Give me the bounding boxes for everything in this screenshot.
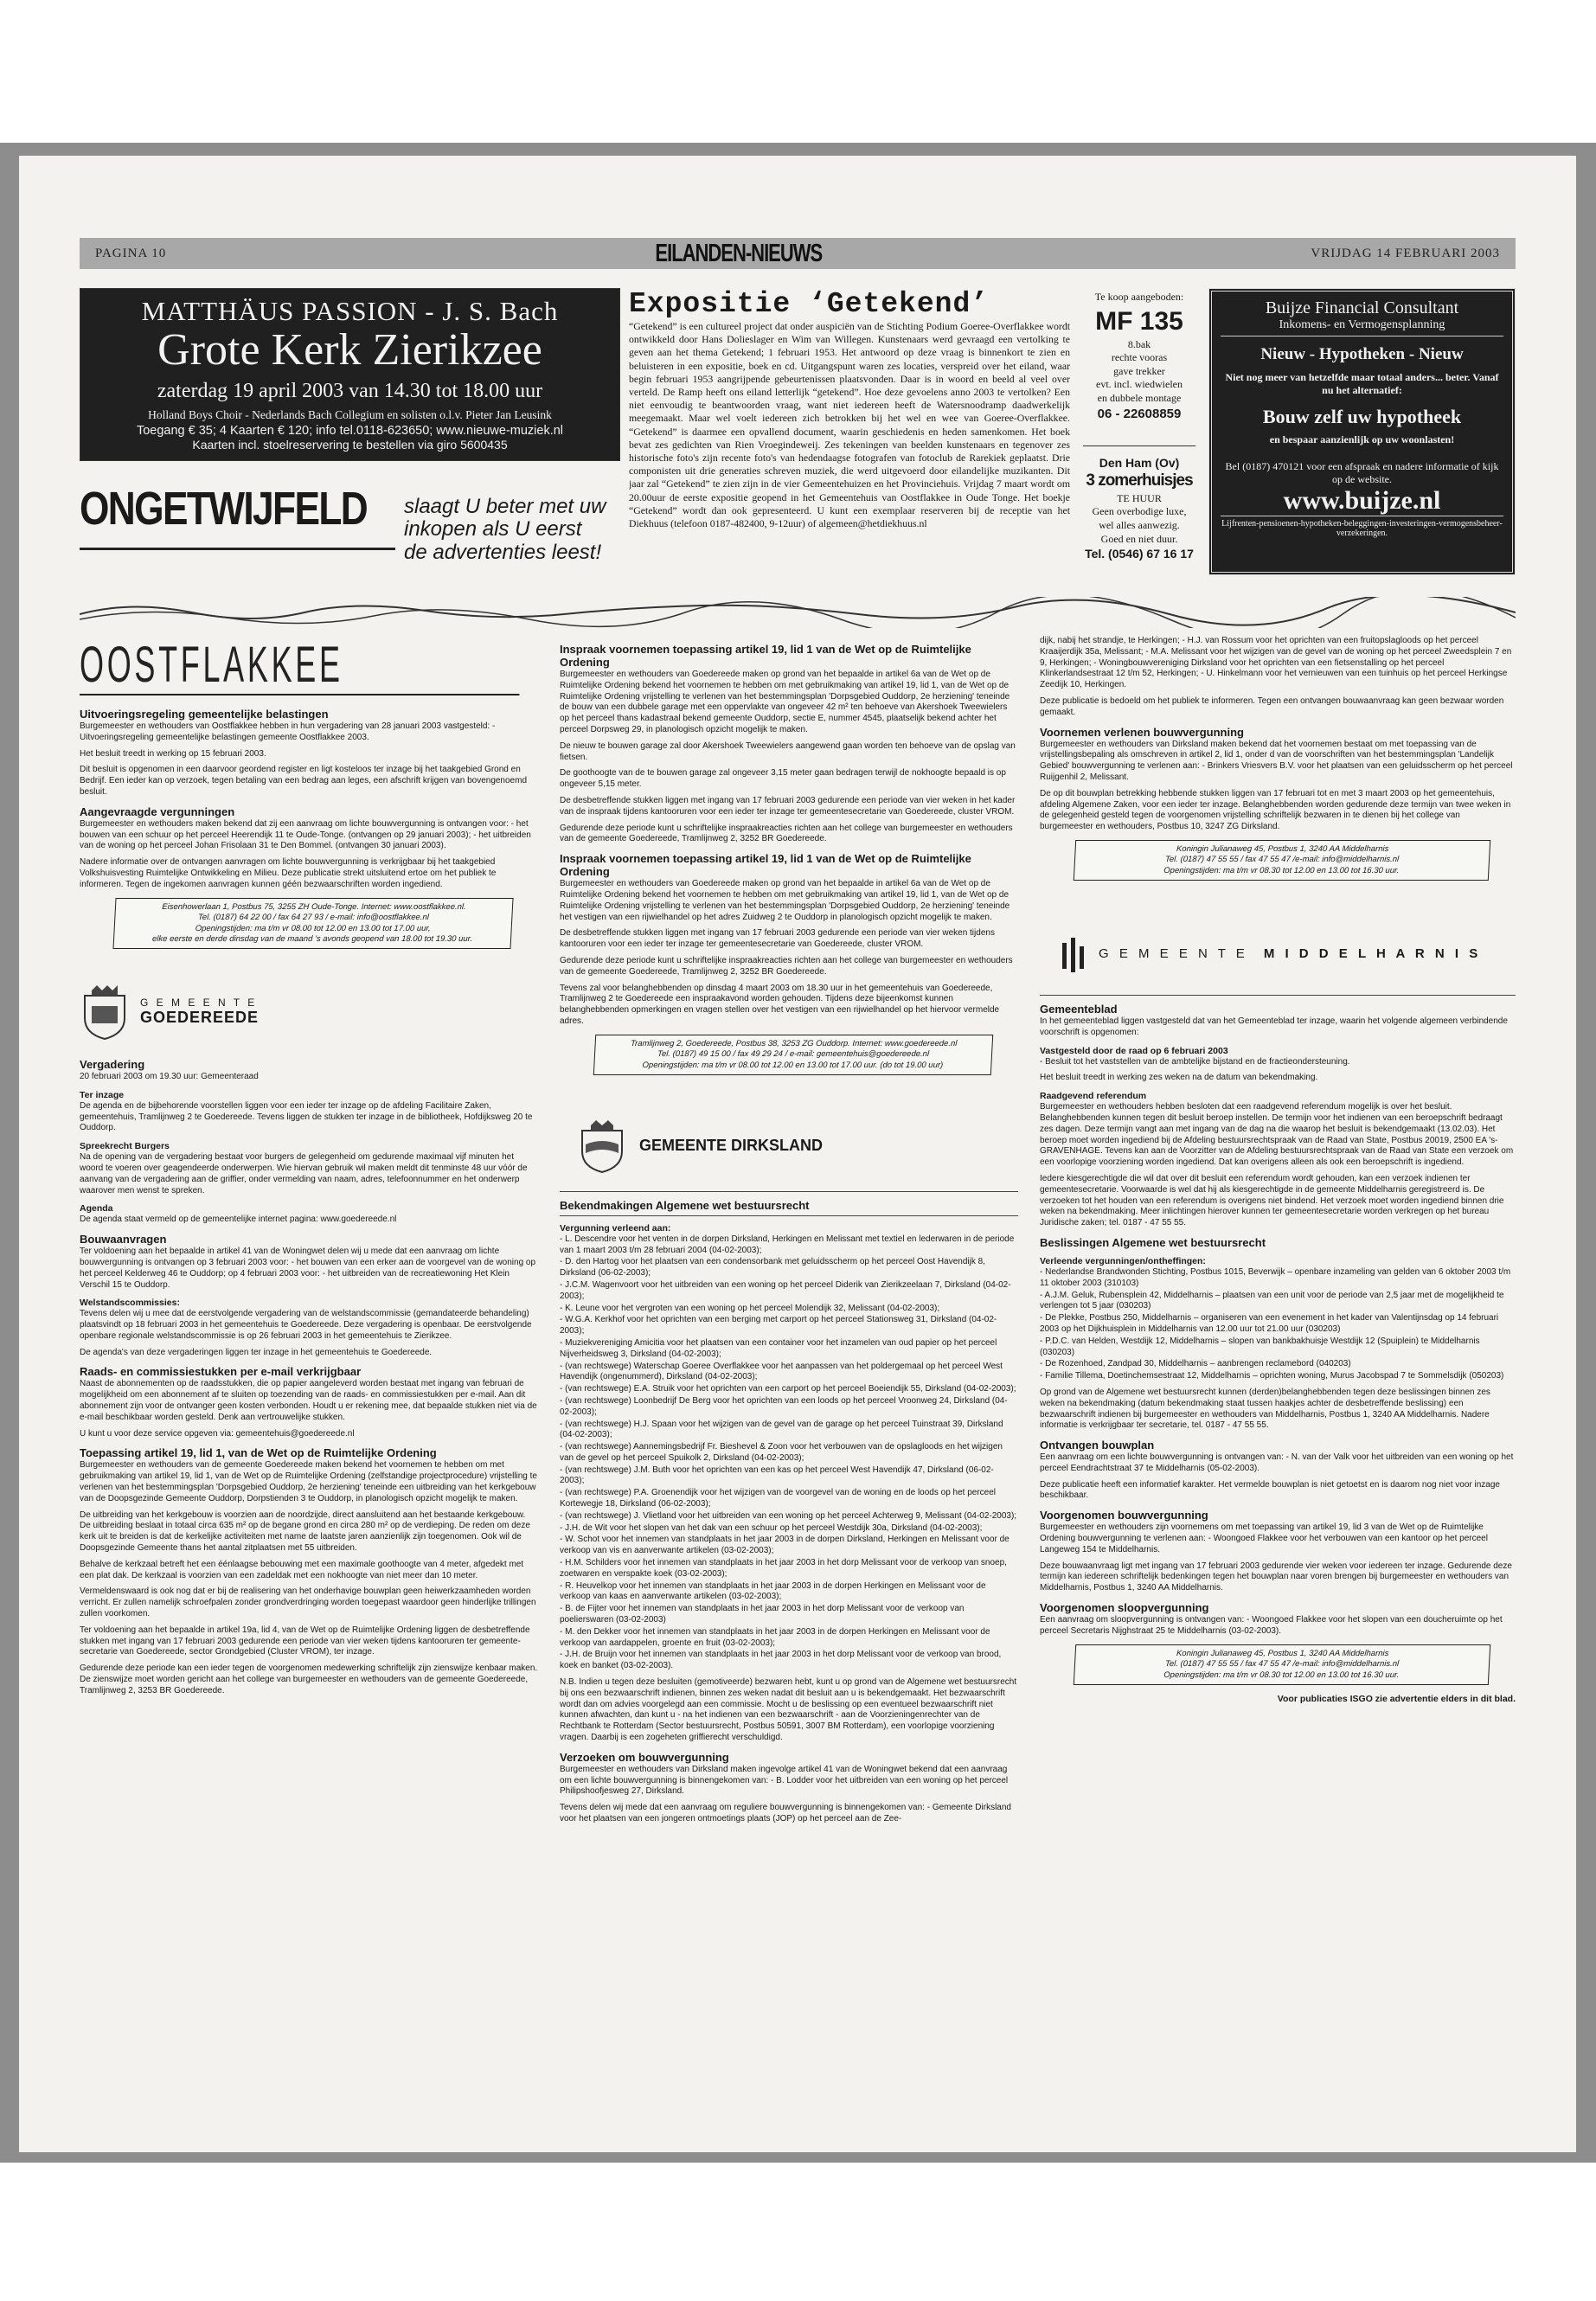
koop-phone: 06 - 22608859 — [1097, 406, 1182, 421]
koop-line2: 8.bak — [1127, 337, 1151, 350]
ongetwijfeld-line2: inkopen als U eerst — [404, 517, 582, 542]
ad-expositie — [629, 288, 1070, 574]
goedereede-text-12: Behalve de kerkzaal betreft het een éénlaagse bebouwing met een maximale goothoogte van 4 meter, afgedekt met een plat dak. De kerkzaal is voorzien van een zadeldak met een nokhoogte van niet meer dan 10 meter. — [80, 1559, 524, 1580]
goedereede-text-4: De agenda staat vermeld op de gemeentelijke internet pagina: www.goedereede.nl — [80, 1215, 397, 1225]
middelharnis-logo-line2: M I D D E L H A R N I S — [1263, 946, 1482, 962]
middelharnis-logo — [1057, 933, 1516, 976]
issue-date: VRIJDAG 14 FEBRUARI 2003 — [1311, 246, 1500, 260]
col3-text-9: Op grond van de Algemene wet bestuursrecht kunnen (derden)belanghebbenden tegen deze beslissingen binnen zes weken na bekendmaking (datum bekendmaking staat tussen haakjes achter de desbetreffende beslissing) een bezwaarschrift indienen bij burgemeester en wethouders van Middelharnis, Postbus 1, 3240 AA Middelharnis. Nadere informatie is verkrijgbaar ter secretarie, tel. 0187 - 47 55 55. — [1040, 1387, 1490, 1431]
ongetwijfeld-heading: ONGETWIJFELD — [80, 483, 368, 535]
wave-divider — [80, 597, 1516, 628]
dirksland-permit-item: - J.C.M. Wagenvoort voor het uitbreiden van een woning op het perceel Diderik van Zierikzeelaan 7, Dirksland (04-02-2003); — [560, 1279, 1011, 1301]
middelharnis-permit-list — [1040, 1267, 1516, 1382]
middelharnis-permit-item: - De Rozenhoed, Zandpad 30, Middelharnis – aanbrengen reclamebord (040203) — [1040, 1359, 1351, 1369]
middelharnis-address-box — [1074, 1644, 1490, 1685]
dirksland-heading-2: Vergunning verleend aan: — [560, 1222, 671, 1234]
col3-text-7: Burgemeester en wethouders hebben besloten dat een raadgevend referendum mogelijk is over het besluit. Belanghebbenden kunnen tegen dit besluit beroep instellen. De termijn voor het indienen van een beroepschrift bedraagt zes dagen. Deze termijn vangt aan met ingang van de dag na die waarop het besluit is bekendgemaakt (13.02.03). Het beroep moet worden ingediend bij de Afdeling bestuursrechtspraak van de Raad van State, Postbus 20019, 2500 EA 's-GRAVENHAGE. Tevens kan aan de Voorzitter van de Afdeling bestuursrechtspraak van de Raad van State een verzoek om een voorlopige voorziening worden ingediend. Dat kan overigens alleen als ook een beroepschrift is ingediend. — [1040, 1102, 1514, 1168]
middelharnis-permit-item: - P.D.C. van Helden, Westdijk 12, Middelharnis – slopen van bankbakhuisje Westdijk 12 (Spuiplein) te Middelharnis (030203) — [1040, 1336, 1480, 1357]
goedereede-heading-7: Raads- en commissiestukken per e-mail verkrijgbaar — [80, 1365, 362, 1379]
oostflakkee-address-3: Openingstijden: ma t/m vr 08.00 tot 12.00 en 13.00 tot 17.00 uur, — [195, 923, 431, 933]
col3-heading-3: Vastgesteld door de raad op 6 februari 2003 — [1040, 1045, 1228, 1056]
col3-heading-6: Verleende vergunningen/ontheffingen: — [1040, 1255, 1206, 1266]
oostflakkee-text-4: Burgemeester en wethouders maken bekend dat zij een aanvraag om lichte bouwvergunning is ontvangen voor: - het bouwen van een schuur op het perceel Heerendijk 11 te Oude-Tonge. (ontvangen op 29 januari 2003); - het uitbreiden van de woning op het perceel Johan Frisolaan 31 te Den Bommel. (ontvangen 30 januari 2003). — [80, 818, 531, 851]
buijze-line9: Lijfrenten-pensioenen-hypotheken-beleggingen-investeringen-vermogensbeheer-verzekeringen. — [1221, 516, 1503, 538]
goedereede-logo-line1: G E M E E N T E — [140, 997, 258, 1009]
expositie-body: “Getekend” is een cultureel project dat onder auspiciën van de Stichting Podium Goeree-Overflakkee wordt ontwikkeld door Hans Dolieslager en Wim van Willegen. Kunstenaars werd gevraagd een vertolking te geven aan het thema Getekend; 1 februari 1953. Het antwoord op deze vraag is binnenkort te zien en beluisteren in een expositie, boek en cd. Uitgangspunt waren zes locaties, verspreid over het eiland, waar begin februari 1953 aangrijpende gebeurtenissen plaatsvonden. Daar is in woord en beeld al veel over verteld. De Ramp heeft ons eiland letterlijk “getekend”. Hoe deze gevoelens anno 2003 te vertolken? Een niet eenvoudig te beantwoorden vraag, want niet iedereen heeft de Watersnoodramp daadwerkelijk meegemaakt. Maar wel voelt iedereen zich betrokken bij het wel en wee van Goeree-Overflakkee. “Getekend” is daarmee een opvallend document, waarin geschiedenis en heden samenkomen. Het boek bevat zes gedichten van Rien Vroegindeweij. Zes tekeningen van beelden kunstenaars en tegenover zes historische foto's zijn recente foto's van hedendaagse fotografen van fotoclub de Rarekiek geplaatst. Drie componisten uit drie generaties schreven muziek, die werd uitgevoerd door eilandelijke muzikanten. Dit jaar zal “Getekend” te zien zijn in de vier Gemeentehuizen en het Provinciehuis. Vrijdag 7 maart wordt om 20.00uur de eerste expositie geopend in het Gemeentehuis van Oostflakkee in Oude Tonge. Het boekje “Getekend” wordt dan ook gepresenteerd. U kunt een exemplaar reserveren bij de receptie van het Diekhuus (telefoon 0187-482400, 9-12uur) of algemeen@hetdiekhuus.nl — [629, 320, 1070, 530]
goedereede-text-13: Vermeldenswaard is ook nog dat er bij de realisering van het onderhavige bouwplan geen heiwerkzaamheden worden verricht. Er zullen namelijk schroefpalen zonder grondverdringing worden toegepast waardoor geen hinderlijke trillingen zullen voorkomen. — [80, 1586, 536, 1619]
dirksland-permit-item: - (van rechtswege) H.J. Spaan voor het wijzigen van de gevel van de garage op het perceel Tuinstraat 39, Dirksland (04-02-2003); — [560, 1419, 1003, 1440]
middelharnis-permit-item: - A.J.M. Geluk, Rubensplein 42, Middelharnis – plaatsen van een unit voor de periode van 2,5 jaar met de mogelijkheid te verlengen tot 5 jaar (030203) — [1040, 1290, 1504, 1311]
oostflakkee-text-3: Dit besluit is opgenomen in een daarvoor geordend register en ligt kosteloos ter inzage bij het taakgebied Grond en Bedrijf. Een ieder kan op verzoek, tegen betaling van een bedrag aan leges, een afschrift krijgen van bovengenoemd besluit. — [80, 765, 528, 797]
oostflakkee-address-box — [112, 898, 513, 949]
buijze-line7: Bel (0187) 470121 voor een afspraak en nadere informatie of kijk op de website. — [1225, 460, 1499, 485]
ad-matthaus-line6: Kaarten incl. stoelreservering te bestellen via giro 5600435 — [192, 437, 508, 452]
denham-line4: wel alles aanwezig. — [1099, 519, 1180, 532]
dirksland-permit-item: - Muziekvereniging Amicitia voor het plaatsen van een container voor het inzamelen van oud papier op het perceel Nijverheidsweg 3, Dirksland (04-02-2003); — [560, 1337, 997, 1359]
goedereede-text-15: Gedurende deze periode kan een ieder tegen de voorgenomen medewerking schriftelijk zijn zienswijze kenbaar maken. De zienswijze moet worden gericht aan het college van burgemeester en wethouders van de gemeente Goedereede, Tramlijnweg 2, 3253 BR Goedereede. — [80, 1663, 538, 1695]
col3-text-14: Een aanvraag om sloopvergunning is ontvangen van: - Woongoed Flakkee voor het slopen van een doucheruimte op het perceel Secretaris Nijghstraat 25 te Middelharnis (03-02-2003). — [1040, 1615, 1503, 1636]
oostflakkee-address-1: Eisenhowerlaan 1, Postbus 75, 3255 ZH Oude-Tonge. Internet: www.oostflakkee.nl. — [162, 901, 466, 912]
goedereede-heading-2: Ter inzage — [80, 1089, 125, 1100]
dirksland-permit-item: - J.H. de Wit voor het slopen van het dak van een schuur op het perceel Westdijk 30a, Dirksland (04-02-2003); — [560, 1522, 983, 1533]
dirksland-heading-1: Bekendmakingen Algemene wet bestuursrecht — [560, 1198, 810, 1212]
col2-text-7: De desbetreffende stukken liggen met ingang van 17 februari 2003 gedurende een periode van vier weken tijdens kantooruren voor een ieder ter inzage ter gemeentesecretarie van Goedereede, cluster VROM. — [560, 928, 995, 950]
buijze-line1: Buijze Financial Consultant — [1265, 298, 1459, 317]
dirksland-heading-3: Verzoeken om bouwvergunning — [560, 1750, 729, 1764]
dirksland-title: GEMEENTE DIRKSLAND — [639, 1137, 824, 1155]
dirksland-permit-item: - (van rechtswege) J. Vlietland voor het uitbreiden van een woning op het perceel Achterweg 9, Melissant (04-02-2003); — [560, 1510, 1017, 1521]
column-dirksland-middelharnis — [1040, 636, 1516, 2132]
isgo-footer-note: Voor publicaties ISGO zie advertentie elders in dit blad. — [1277, 1693, 1516, 1704]
goedereede-heading-5: Bouwaanvragen — [80, 1233, 167, 1247]
dirksland-permit-item: - B. de Fijter voor het innemen van standplaats in het jaar 2003 in het dorp Melissant voor de verkoop van poelierswaren (03-02-2003) — [560, 1604, 965, 1625]
goedereede-heading-8: Toepassing artikel 19, lid 1, van de Wet op de Ruimtelijke Ordening — [80, 1446, 437, 1460]
koop-line3: rechte vooras — [1111, 351, 1168, 364]
goedereede-heading-1: Vergadering — [80, 1057, 145, 1071]
buijze-line5: Bouw zelf uw hypotheek — [1262, 406, 1462, 427]
oostflakkee-logo: OOSTFLAKKEE — [80, 636, 519, 695]
dirksland-permit-item: - J.H. de Bruijn voor het innemen van standplaats in het jaar 2003 in het dorp Melissant voor de verkoop van brood, koek en banket (03-02-2003). — [560, 1650, 1002, 1671]
middelharnis-emblem-icon — [1057, 933, 1092, 976]
newspaper-sheet — [19, 156, 1576, 2152]
oostflakkee-heading-2: Aangevraagde vergunningen — [80, 804, 235, 818]
goedereede-text-2: De agenda en de bijbehorende voorstellen liggen voor een ieder ter inzage op de afdeling Facilitaire Zaken, gemeentehuis, Tramlijnweg 2 te Goedereede. Tevens liggen de stukken ter inzage in de bibliotheek, Hofdijksweg 20 te Ouddorp. — [80, 1100, 533, 1133]
middelharnis-address-2: Tel. (0187) 47 55 55 / fax 47 55 47 /e-mail: info@middelharnis.nl — [1164, 1659, 1400, 1669]
ad-matthaus-line4: Holland Boys Choir - Nederlands Bach Collegium en solisten o.l.v. Pieter Jan Leusink — [148, 407, 552, 421]
goedereede-text-9: U kunt u voor deze service opgeven via: gemeentehuis@goedereede.nl — [80, 1428, 355, 1439]
col3-text-12: Burgemeester en wethouders zijn voornemens om met toepassing van artikel 19, lid 3 van de Wet op de Ruimtelijke Ordening bouwvergunning te verlenen aan: - Woongoed Flakkee voor het verbouwen van een kantoor op het perceel Langeweg 154 te Middelharnis. — [1040, 1522, 1488, 1554]
oostflakkee-text-5: Nadere informatie over de ontvangen aanvragen om lichte bouwvergunning is verkrijgbaar bij het taakgebied Volkshuisvesting Ruimtelijke Ontwikkeling en Milieu. Deze publicatie strekt uitsluitend ertoe om het publiek te informeren. Tegen de ingekomen aanvragen kunnen géén bezwaarschriften worden ingediend. — [80, 857, 497, 889]
koop-line1: Te koop aangeboden: — [1094, 291, 1184, 303]
goedereede-text-3: Na de opening van de vergadering bestaat voor burgers de gelegenheid om gedurende maximaal vijf minuten het woord te voeren over geagendeerde onderwerpen. Wie hiervan gebruik wil maken meldt dit tenminste 48 uur vóór de aanvang van de vergadering aan de griffier, onder vermelding van naam, adres, telefoonnummer en het onderwerp waarover men wenst te spreken. — [80, 1152, 528, 1195]
col3-heading-1: Voornemen verlenen bouwvergunning — [1040, 725, 1244, 739]
middelharnis-permit-item: - Familie Tillema, Doetinchemsestraat 12, Middelharnis – oprichten woning, Murus Jacobspad 7 te Sommelsdijk (050203) — [1040, 1371, 1504, 1381]
col2-text-2: De nieuw te bouwen garage zal door Akershoek Tweewielers aangewend gaan worden ten behoeve van de opslag van fietsen. — [560, 740, 1016, 762]
dirksland-permit-item: - (van rechtswege) Aannemingsbedrijf Fr. Bieshevel & Zoon voor het verbouwen van de opslagloods en het wijzigen van de gevel op het perceel Spuikolk 2, Dirksland (04-02-2003); — [560, 1442, 1003, 1463]
dirksland-permit-item: - W.G.A. Kerkhof voor het oprichten van een berging met carport op het perceel Stationsweg 31, Dirksland (04-02-2003); — [560, 1315, 997, 1336]
koop-line4: gave trekker — [1113, 364, 1165, 377]
goedereede-text-5: Ter voldoening aan het bepaalde in artikel 41 van de Woningwet delen wij u mede dat een aanvraag om lichte bouwvergunning is ontvangen op 3 februari 2003 voor: - het bouwen van een erker aan de voorgevel van de woning op het perceel Kelderweg 46 te Ouddorp; op 4 februari 2003 voor: - het uitbreiden van de recreatiewoning Het Klein Verschil 15 te Ouddorp. — [80, 1247, 536, 1290]
col2-text-3: De goothoogte van de te bouwen garage zal ongeveer 3,15 meter gaan bedragen terwijl de nokhoogte bepaald is op ongeveer 5,15 meter. — [560, 768, 1006, 790]
middelharnis-logo-line1: G E M E E N T E — [1099, 946, 1248, 962]
col2-heading-2: Inspraak voornemen toepassing artikel 19, lid 1 van de Wet op de Ruimtelijke Ordening — [560, 852, 971, 879]
col3-text-11: Deze publicatie heeft een informatief karakter. Het vermelde bouwplan is niet getoetst en is daarom nog niet voor inzage beschikbaar. — [1040, 1479, 1500, 1501]
goedereede-text-10: Burgemeester en wethouders van de gemeente Goedereede maken bekend het voornemen te hebben om met gebruikmaking van artikel 19, lid 1, van de Wet op de Ruimtelijke Ordening (zelfstandige projectprocedure) vrijstelling te verlenen van het bestemmingsplan 'Dorpsgebied Ouddorp, 2e herziening' teneinde een uitbreiding van het kerkgebouw van de Doopsgezinde Gemeente Ouddorp, Dorpstienden 3 te Ouddorp, in planologisch opzicht mogelijk te maken. — [80, 1460, 537, 1503]
col3-text-10: Een aanvraag om een lichte bouwvergunning is ontvangen van: - N. van der Valk voor het uitbreiden van een woning op het perceel Eendrachtstraat 37 te Middelharnis (05-02-2003). — [1040, 1452, 1514, 1473]
buijze-website: www.buijze.nl — [1283, 486, 1441, 515]
middelharnis-permit-item: - Nederlandse Brandwonden Stichting, Postbus 1015, Beverwijk – openbare inzameling van gelden van 6 oktober 2003 t/m 11 oktober 2003 (310103) — [1040, 1266, 1511, 1288]
middelharnis-address-3: Openingstijden: ma t/m vr 08.30 tot 12.00 en 13.00 tot 16.30 uur. — [1163, 1670, 1400, 1680]
dirksland-permit-item: - (van rechtswege) Waterschap Goeree Overflakkee voor het aanpassen van het poldergemaal op het perceel West Havendijk (ongenummerd), Dirksland (04-02-2003); — [560, 1361, 1003, 1382]
ad-matthaus-line5: Toegang € 35; 4 Kaarten € 120; info tel.0118-623650; www.nieuwe-muziek.nl — [136, 423, 564, 438]
dirksland-address-1: Koningin Julianaweg 45, Postbus 1, 3240 AA Middelharnis — [1176, 843, 1389, 854]
col3-text-2: Burgemeester en wethouders van Dirksland maken bekend dat het voornemen bestaat om met toepassing van de vrijstellingsbepaling als omschreven in artikel 2, lid 1, onder d van de voorschriften van het bestemmingsplan 'Landelijk Gebied' bouwvergunning te verlenen aan: - Brinkers Vriesvers B.V. voor het plaatsen van een geluidsscherm op het perceel Ruijgenhil 2, Melissant. — [1040, 739, 1513, 782]
buijze-line6: en bespaar aanzienlijk op uw woonlasten! — [1269, 433, 1455, 445]
buijze-line4: Niet nog meer van hetzelfde maar totaal anders... beter. Vanaf nu het alternatief: — [1225, 371, 1499, 396]
col2-text-4: De desbetreffende stukken liggen met ingang van 17 februari 2003 gedurende een periode van vier weken in het kader van de inspraak tijdens kantooruren voor een ieder ter inzage ter gemeentesecretarie van Goedereede, cluster VROM. — [560, 795, 1016, 817]
denham-heading: 3 zomerhuisjes — [1086, 471, 1193, 490]
goedereede-heading-6: Welstandscommissies: — [80, 1298, 180, 1309]
col3-text-6: Het besluit treedt in werking zes weken na de datum van bekendmaking. — [1040, 1073, 1318, 1083]
dirksland-permit-item: - (van rechtswege) P.A. Groenendijk voor het wijzigen van de voorgevel van de woning en de loods op het perceel Kortewegje 18, Dirksland (06-02-2003); — [560, 1488, 997, 1509]
dirksland-permit-item: - R. Heuvelkop voor het innemen van standplaats in het jaar 2003 in de dorpen Herkingen en Melissant voor de verkoop van kaas en aanverwante artikelen (03-02-2003); — [560, 1580, 986, 1602]
ongetwijfeld-line3: de advertenties leest! — [404, 540, 602, 564]
col2-text-8: Gedurende deze periode kunt u schriftelijke inspraakreacties richten aan het college van burgemeester en wethouders van de gemeente Goedereede, Tramlijnweg 2, 3252 BR Goedereede. — [560, 955, 1013, 977]
column-oostflakkee-goedereede — [80, 636, 538, 2132]
dirksland-permit-item: - D. den Hartog voor het plaatsen van een condensorbank met geluidsscherm op het perceel Oost Havendijk 8, Dirksland (06-02-2003); — [560, 1257, 985, 1279]
dirksland-address-box — [1074, 840, 1490, 881]
dirksland-permit-item: - K. Leune voor het vergroten van een woning op het perceel Molendijk 32, Melissant (04-02-2003); — [560, 1303, 940, 1313]
dirksland-permit-item: - (van rechtswege) E.A. Struik voor het oprichten van een carport op het perceel Boeiendijk 55, Dirksland (04-02-2003); — [560, 1384, 1016, 1394]
dirksland-text-1: N.B. Indien u tegen deze besluiten (gemotiveerde) bezwaren hebt, kunt u op grond van de Algemene wet bestuursrecht bij ons een bezwaarschrift indienen, binnen zes weken nadat dit besluit aan u is bekendgemaakt. Het bezwaarschrift wordt dan om advies voorgelegd aan een commissie. Mocht u de beslissing op een eventueel bezwaarschrift niet kunnen afwachten, dan kunt u - na het indienen van een bezwaarschrift - aan de Voorzieningenrechter van de Rechtbank te Rotterdam (Sector bestuursrecht, Postbus 50591, 3007 BM Rotterdam), een voorlopige voorziening vragen. Daarbij is een zogeheten griffierecht verschuldigd. — [560, 1677, 1017, 1743]
col3-heading-8: Voorgenomen bouwvergunning — [1040, 1509, 1208, 1522]
ad-te-koop — [1079, 288, 1200, 442]
dirksland-permit-item: - W. Schot voor het innemen van standplaats in het jaar 2003 in de dorpen Dirksland, Herkingen en Melissant voor de verkoop van vis en aanverwante artikelen (03-02-2003); — [560, 1535, 1010, 1556]
middelharnis-address-1: Koningin Julianaweg 45, Postbus 1, 3240 AA Middelharnis — [1176, 1648, 1389, 1658]
col2-text-6: Burgemeester en wethouders van Goedereede maken op grond van het bepaalde in artikel 6a van de Wet op de Ruimtelijke Ordening bekend het voornemen te hebben om met gebruikmaking van artikel 19, lid 1, van de Wet op de Ruimtelijke Ordening vrijstelling te verlenen van het bestemmingsplan 'Dorpsgebied Ouddorp, 2e herziening' teneinde het vestigen van een rijwielhandel op het adres Zuidweg 2 te Ouddorp in planologisch opzicht mogelijk te maken. — [560, 879, 1010, 922]
col3-text-5: - Besluit tot het vaststellen van de ambtelijke bijstand en de fractieondersteuning. — [1040, 1056, 1350, 1067]
dirksland-crest-icon — [577, 1118, 627, 1174]
col2-text-1: Burgemeester en wethouders van Goedereede maken op grond van het bepaalde in artikel 6a van de Wet op de Ruimtelijke Ordening bekend het voornemen te hebben om met gebruikmaking van artikel 19, lid 1, van de Wet op de Ruimtelijke Ordening vrijstelling te verlenen van het bestemmingsplan 'Dorpsgebied Ouddorp, 2e herziening' teneinde de bouw van een dubbele garage met een oppervlakte van ongeveer 42 m² ten behoeve van Akershoek Tweewielers op het perceel thans kadastraal bekend gemeente Ouddorp, sectie E, nummer 4545, plaatselijk bekend achter het perceel Dorpsweg 29, in planologisch opzicht mogelijk te maken. — [560, 670, 1010, 734]
goedereede-address-1: Tramlijnweg 2, Goedereede, Postbus 38, 3253 ZG Ouddorp. Internet: www.goedereede.nl — [630, 1038, 958, 1048]
ad-ongetwijfeld — [80, 478, 620, 578]
dirksland-permit-list — [560, 1234, 1018, 1672]
denham-phone: Tel. (0546) 67 16 17 — [1085, 547, 1194, 561]
col2-text-9: Tevens zal voor belanghebbenden op dinsdag 4 maart 2003 om 18.30 uur in het gemeentehuis van Goedereede, Tramlijnweg 2 te Goedereede een inspraakavond worden gehouden. Tijdens deze bijeenkomst kunnen belanghebbenden opmerkingen en vragen stellen over het vestigen van een rijwielhandel op het hiervoor vermelde adres. — [560, 983, 1000, 1026]
goedereede-text-1: 20 februari 2003 om 19.30 uur: Gemeenteraad — [80, 1071, 259, 1081]
goedereede-text-8: Naast de abonnementen op de raadsstukken, die op papier aangeleverd worden bestaat met ingang van februari de mogelijkheid om een abonnement af te sluiten op toezending van de raads- en commissiestukken per e-mail. Aan dit abonnement zijn voor de ontvanger geen kosten verbonden. Houdt u er rekening mee, dat bepaalde stukken niet via de e-mail beschikbaar worden gesteld. Denk aan vertrouwelijke stukken. — [80, 1379, 537, 1422]
goedereede-text-7: De agenda's van deze vergaderingen liggen ter inzage in het gemeentehuis te Goedereede. — [80, 1347, 433, 1357]
dirksland-permit-item: - L. Descendre voor het venten in de dorpen Dirksland, Herkingen en Melissant met textiel en lederwaren in de periode van 1 maart 2003 t/m 28 februari 2004 (04-02-2003); — [560, 1234, 1015, 1255]
ad-matthaus-passion — [80, 288, 620, 461]
dirksland-permit-item: - H.M. Schilders voor het innemen van standplaats in het jaar 2003 in het dorp Melissant voor de verkoop van snoep, zoetwaren en verspakte koek (03-02-2003); — [560, 1558, 1007, 1579]
oostflakkee-text-1: Burgemeester en wethouders van Oostflakkee hebben in hun vergadering van 28 januari 2003 vastgesteld: - Uitvoeringsregeling gemeentelijke belastingen gemeente Oostflakkee 2003. — [80, 721, 496, 742]
ad-matthaus-line3: zaterdag 19 april 2003 van 14.30 tot 18.00 uur — [157, 379, 543, 402]
oostflakkee-heading-1: Uitvoeringsregeling gemeentelijke belastingen — [80, 708, 329, 721]
middelharnis-permit-item: - De Plekke, Postbus 250, Middelharnis – organiseren van een evenement in het kader van Valentijnsdag op 14 februari 2003 op het Dijkhuisplein in Middelharnis van 12.00 uur tot 21.00 uur (030203) — [1040, 1313, 1499, 1334]
denham-line1: Den Ham (Ov) — [1099, 456, 1180, 470]
col2-text-5: Gedurende deze periode kunt u schriftelijke inspraakreacties richten aan het college van burgemeester en wethouders van de gemeente Goedereede, Tramlijnweg 2, 3252 BR Goedereede. — [560, 823, 1013, 844]
col2-heading-1: Inspraak voornemen toepassing artikel 19, lid 1 van de Wet op de Ruimtelijke Ordening — [560, 643, 971, 669]
koop-line6: en dubbele montage — [1097, 391, 1182, 404]
dirksland-address-3: Openingstijden: ma t/m vr 08.30 tot 12.00 en 13.00 tot 16.30 uur. — [1163, 865, 1400, 875]
col3-text-1: Deze publicatie is bedoeld om het publiek te informeren. Tegen een ontvangen bouwaanvraag kan geen bezwaar worden gemaakt. — [1040, 695, 1504, 717]
newspaper-page — [80, 238, 1516, 2132]
dirksland-permit-item: - (van rechtswege) J.M. Buth voor het oprichten van een kas op het perceel West Havendijk 47, Dirksland (06-02-2003); — [560, 1465, 994, 1486]
goedereede-text-6: Tevens delen wij u mee dat de eerstvolgende vergadering van de welstandscommissie (gemandateerde behandeling) plaatsvindt op 18 februari 2003 in het gemeentehuis te Goedereede. Deze vergadering is openbaar. De eerstvolgende openbare regionale welstandscommissie is op 26 februari 2003 in het gemeentehuis te Zierikzee. — [80, 1309, 532, 1341]
goedereede-text-14: Ter voldoening aan het bepaalde in artikel 19a, lid 4, van de Wet op de Ruimtelijke Ordening liggen de desbetreffende stukken met ingang van 17 februari 2003 gedurende een periode van vier weken tijdens kantooruren ter gemeente-secretarie van Goedereede, sector Grondgebied (Cluster VROM), ter inzage. — [80, 1625, 530, 1657]
masthead — [80, 238, 1516, 269]
col3-text-3: De op dit bouwplan betrekking hebbende stukken liggen van 17 februari tot en met 3 maart 2003 op het gemeentehuis, afdeling Algemene Zaken, voor een ieder ter inzage. Belanghebbenden worden gedurende deze termijn van twee weken in de gelegenheid gesteld tegen de voorgenomen vrijstelling schriftelijk bezwaren in te dienen bij het college van burgemeester en wethouders, Postbus 10, 3247 ZG Dirksland. — [1040, 788, 1511, 832]
ongetwijfeld-line1: slaagt U beter met uw — [404, 495, 606, 518]
col3-heading-5: Beslissingen Algemene wet bestuursrecht — [1040, 1235, 1266, 1249]
expositie-title: Expositie ‘Getekend’ — [629, 288, 990, 320]
goedereede-text-11: De uitbreiding van het kerkgebouw is voorzien aan de noordzijde, direct aansluitend aan het bestaande kerkgebouw. De uitbreiding beslaat in totaal circa 635 m² op de begane grond en circa 280 m² op de verdieping. De reden om deze kerk uit te breiden is dat de kerkelijke activiteiten met name de laatste jaren aanzienlijk zijn toegenomen. Ook wil de Doopsgezinde Gemeente thans het aantal zitplaatsen met 55 uitbreiden. — [80, 1509, 530, 1554]
goedereede-address-box — [593, 1035, 993, 1075]
col3-heading-4: Raadgevend referendum — [1040, 1091, 1147, 1102]
col3-text-0: dijk, nabij het strandje, te Herkingen; - H.J. van Rossum voor het oprichten van een fruitopslagloods op het perceel Kraaijerdijk 35a, Melissant; - M.A. Melissant voor het wijzigen van de gevel van de woning op het perceel Zweedsplein 7 en 9, Herkingen; - Woningbouwvereniging Dirksland voor het oprichten van een fietsenstalling op het perceel Klinkerlandsestraat 12 t/m 52, Herkingen; - U. Hinkelmann voor het vernieuwen van een tuinhuis op het perceel Herkingse Zeedijk 10, Herkingen. — [1040, 636, 1512, 690]
dirksland-text-2: Burgemeester en wethouders van Dirksland maken ingevolge artikel 41 van de Woningwet bekend dat een aanvraag om een lichte bouwvergunning is binnengekomen van: - B. Lodder voor het uitbreiden van een woning op het perceel Philipshoofjesweg 27, Dirksland. — [560, 1764, 1009, 1797]
dirksland-logo — [577, 1118, 1018, 1174]
goedereede-address-3: Openingstijden: ma t/m vr 08.00 tot 12.00 en 13.00 tot 17.00 uur. (do tot 19.00 uur) — [642, 1060, 944, 1070]
goedereede-crest-icon — [80, 984, 130, 1041]
dirksland-address-2: Tel. (0187) 47 55 55 / fax 47 55 47 /e-mail: info@middelharnis.nl — [1164, 855, 1400, 865]
buijze-line3: Nieuw - Hypotheken - Nieuw — [1260, 345, 1464, 363]
goedereede-logo-line2: GOEDEREEDE — [140, 1009, 260, 1027]
goedereede-address-2: Tel. (0187) 49 15 00 / fax 49 29 24 / e-mail: gemeentehuis@goedereede.nl — [657, 1049, 930, 1060]
dirksland-text-3: Tevens delen wij mede dat een aanvraag om reguliere bouwvergunning is binnengekomen van: - Gemeente Dirksland voor het plaatsen van een jongeren ontmoetings plaats (JOP) op het perceel aan de Zee- — [560, 1803, 1011, 1823]
buijze-line2: Inkomens- en Vermogensplanning — [1221, 318, 1503, 336]
newspaper-logo: EILANDEN-NIEUWS — [655, 239, 823, 267]
col3-text-4: In het gemeenteblad liggen vastgesteld dat van het Gemeenteblad ter inzage, waarin het volgende algemeen verbindende voorschrift is opgenomen: — [1040, 1016, 1508, 1037]
ad-buijze — [1208, 288, 1516, 575]
oostflakkee-address-2: Tel. (0187) 64 22 00 / fax 64 27 93 / e-mail: info@oostflakkee.nl — [197, 912, 430, 922]
denham-line5: Goed en niet duur. — [1100, 532, 1178, 545]
dirksland-permit-item: - (van rechtswege) Loonbedrijf De Berg voor het oprichten van een loods op het perceel Vroonweg 24, Dirksland (04-02-2003); — [560, 1395, 1008, 1417]
denham-line2: TE HUUR — [1117, 491, 1162, 504]
ad-matthaus-line1: MATTHÄUS PASSION - J. S. Bach — [141, 296, 559, 326]
oostflakkee-text-2: Het besluit treedt in werking op 15 februari 2003. — [80, 748, 266, 759]
dirksland-permit-item: - M. den Dekker voor het innemen van standplaats in het jaar 2003 in de dorpen Herkingen en Melissant voor de verkoop van aardappelen, groente en fruit (03-02-2003); — [560, 1626, 990, 1648]
goedereede-logo — [80, 984, 538, 1041]
col3-heading-2: Gemeenteblad — [1040, 1002, 1118, 1016]
col3-heading-7: Ontvangen bouwplan — [1040, 1439, 1155, 1452]
oostflakkee-address-4: elke eerste en derde dinsdag van de maand 's avonds geopend van 18.00 tot 19.30 uur. — [151, 933, 473, 944]
denham-line3: Geen overbodige luxe, — [1092, 505, 1187, 518]
goedereede-heading-4: Agenda — [80, 1203, 113, 1215]
page-number: PAGINA 10 — [95, 246, 167, 260]
ad-den-ham — [1079, 452, 1200, 574]
col3-text-8: Iedere kiesgerechtigde die wil dat over dit besluit een referendum wordt gehouden, kan een verzoek indienen ter gemeentesecretarie. Voorwaarde is wel dat hij als kiesgerechtigde in de gemeente Middelharnis geregistreerd is. De verzoeken tot het houden van een referendum is overigens niet bindend. Het verzoek moet worden ingediend binnen drie weken na bekendmaking. Meer inlichtingen hierover kunnen ter gemeentesecretarie worden verkregen op het bureau Juridische zaken; tel. 0187 - 47 55 55. — [1040, 1173, 1504, 1228]
ad-matthaus-line2: Grote Kerk Zierikzee — [157, 325, 542, 375]
column-goedereede-dirksland — [560, 636, 1018, 2132]
koop-price: MF 135 — [1095, 306, 1183, 336]
koop-line5: evt. incl. wiedwielen — [1096, 378, 1183, 391]
col3-text-13: Deze bouwaanvraag ligt met ingang van 17 februari 2003 gedurende vier weken voor iedereen ter inzage. Gedurende deze termijn kan iedereen schriftelijk bedenkingen tegen het bouwplan naar voren brengen bij burgemeester en wethouders van Middelharnis, Postbus 1, 3240 AA Middelharnis. — [1040, 1561, 1512, 1593]
col3-heading-9: Voorgenomen sloopvergunning — [1040, 1601, 1209, 1615]
goedereede-heading-3: Spreekrecht Burgers — [80, 1141, 170, 1152]
